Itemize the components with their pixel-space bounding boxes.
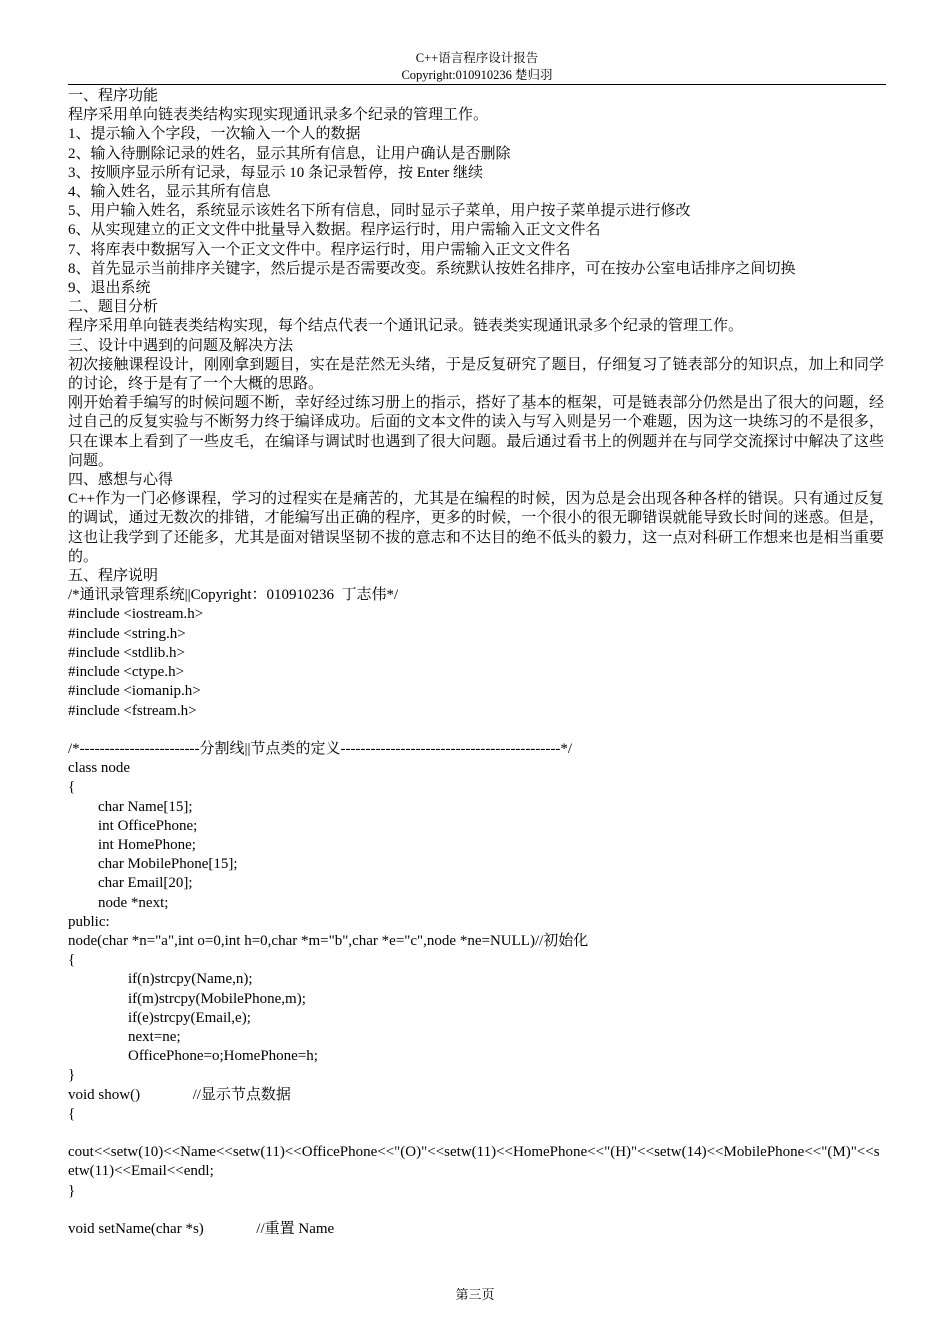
- text-line: char Email[20];: [68, 875, 193, 892]
- text-line: {: [68, 1105, 76, 1122]
- text-line: 二、题目分析: [68, 299, 159, 316]
- text-line: if(m)strcpy(MobilePhone,m);: [68, 990, 306, 1007]
- text-line: 3、按顺序显示所有记录，每显示 10 条记录暂停，按 Enter 继续: [68, 164, 483, 181]
- text-line: }: [68, 1182, 76, 1199]
- text-line: int OfficePhone;: [68, 817, 198, 834]
- paragraph: 刚开始着手编写的时候问题不断，幸好经过练习册上的指示，搭好了基本的框架，可是链表部分仍然是出了很大的问题，经过自己的反复实验与不断努力终于编译成功。后面的文本文件的读入与写入则是另一个难题，因为这一块练习的不是很多，只在课本上看到了一些皮毛，在编译与调试时也遇到了很大问题。最后通过看书上的例题并在与同学交流探讨中解决了这些问题。: [68, 395, 884, 469]
- report-copyright: Copyright:010910236 楚归羽: [401, 68, 553, 82]
- text-line: node(char *n="a",int o=0,int h=0,char *m="b",char *e="c",node *ne=NULL)//初始化: [68, 932, 589, 949]
- text-line: }: [68, 1067, 76, 1084]
- text-line: 7、将库表中数据写入一个正文文件中。程序运行时，用户需输入正文文件名: [68, 241, 571, 258]
- text-line: #include <stdlib.h>: [68, 644, 185, 661]
- paragraph: C++作为一门必修课程，学习的过程实在是痛苦的，尤其是在编程的时候，因为总是会出现各种各样的错误。只有通过反复的调试，通过无数次的排错，才能编写出正确的程序，更多的时候，一个很小的很无聊错误就能导致长时间的迷惑。但是，这也让我学到了还能多，尤其是面对错误坚韧不拔的意志和不达目的绝不低头的毅力，这一点对科研工作想来也是相当重要的。: [68, 491, 884, 565]
- text-line: #include <fstream.h>: [68, 702, 197, 719]
- text-line: void show() //显示节点数据: [68, 1086, 291, 1103]
- text-line: public:: [68, 913, 110, 930]
- text-line: 1、提示输入个字段，一次输入一个人的数据: [68, 126, 361, 143]
- page-header: [68, 50, 886, 84]
- header-rule: [68, 84, 886, 85]
- text-line: #include <iostream.h>: [68, 606, 204, 623]
- text-line: 4、输入姓名，显示其所有信息: [68, 184, 271, 201]
- text-line: char Name[15];: [68, 798, 193, 815]
- text-line: 五、程序说明: [68, 568, 159, 585]
- text-line: if(e)strcpy(Email,e);: [68, 1009, 251, 1026]
- page-number: 第三页: [455, 1287, 495, 1302]
- text-line: next=ne;: [68, 1028, 181, 1045]
- text-line: #include <ctype.h>: [68, 664, 185, 681]
- text-line: int HomePhone;: [68, 836, 196, 853]
- blank-line: [68, 1124, 884, 1143]
- text-line: 9、退出系统: [68, 280, 151, 297]
- text-line: char MobilePhone[15];: [68, 856, 238, 873]
- text-line: node *next;: [68, 894, 169, 911]
- text-line: #include <iomanip.h>: [68, 683, 201, 700]
- text-line: {: [68, 952, 76, 969]
- paragraph: 初次接触课程设计，刚刚拿到题目，实在是茫然无头绪，于是反复研究了题目，仔细复习了链表部分的知识点，加上和同学的讨论，终于是有了一个大概的思路。: [68, 356, 884, 393]
- paragraph: cout<<setw(10)<<Name<<setw(11)<<OfficePhone<<"(O)"<<setw(11)<<HomePhone<<"(H)"<<setw(14)<<MobilePhone<<"(M)"<<setw(11)<<Email<<endl;: [68, 1144, 880, 1180]
- text-line: 6、从实现建立的正文文件中批量导入数据。程序运行时，用户需输入正文文件名: [68, 222, 601, 239]
- report-title: C++语言程序设计报告: [415, 51, 539, 65]
- text-line: 程序采用单向链表类结构实现，每个结点代表一个通讯记录。链表类实现通讯录多个纪录的管理工作。: [68, 318, 744, 335]
- text-line: 一、程序功能: [68, 88, 159, 104]
- text-line: 2、输入待删除记录的姓名，显示其所有信息，让用户确认是否删除: [68, 145, 511, 162]
- text-line: 8、首先显示当前排序关键字，然后提示是否需要改变。系统默认按姓名排序，可在按办公室电话排序之间切换: [68, 260, 796, 277]
- blank-line: [68, 721, 884, 740]
- text-line: /*通讯录管理系统||Copyright：010910236 丁志伟*/: [68, 587, 399, 604]
- text-line: {: [68, 779, 76, 796]
- document-body: [68, 87, 884, 1239]
- text-line: #include <string.h>: [68, 625, 186, 642]
- text-line: 三、设计中遇到的问题及解决方法: [68, 337, 294, 354]
- text-line: void setName(char *s) //重置 Name: [68, 1220, 335, 1237]
- text-line: class node: [68, 760, 131, 777]
- text-line: 程序采用单向链表类结构实现实现通讯录多个纪录的管理工作。: [68, 107, 489, 124]
- text-line: 5、用户输入姓名，系统显示该姓名下所有信息，同时显示子菜单，用户按子菜单提示进行修改: [68, 203, 691, 220]
- text-line: /*------------------------分割线||节点类的定义--------------------------------------------*/: [68, 740, 573, 757]
- text-line: if(n)strcpy(Name,n);: [68, 971, 253, 988]
- text-line: OfficePhone=o;HomePhone=h;: [68, 1048, 318, 1065]
- text-line: 四、感想与心得: [68, 472, 174, 489]
- blank-line: [68, 1201, 884, 1220]
